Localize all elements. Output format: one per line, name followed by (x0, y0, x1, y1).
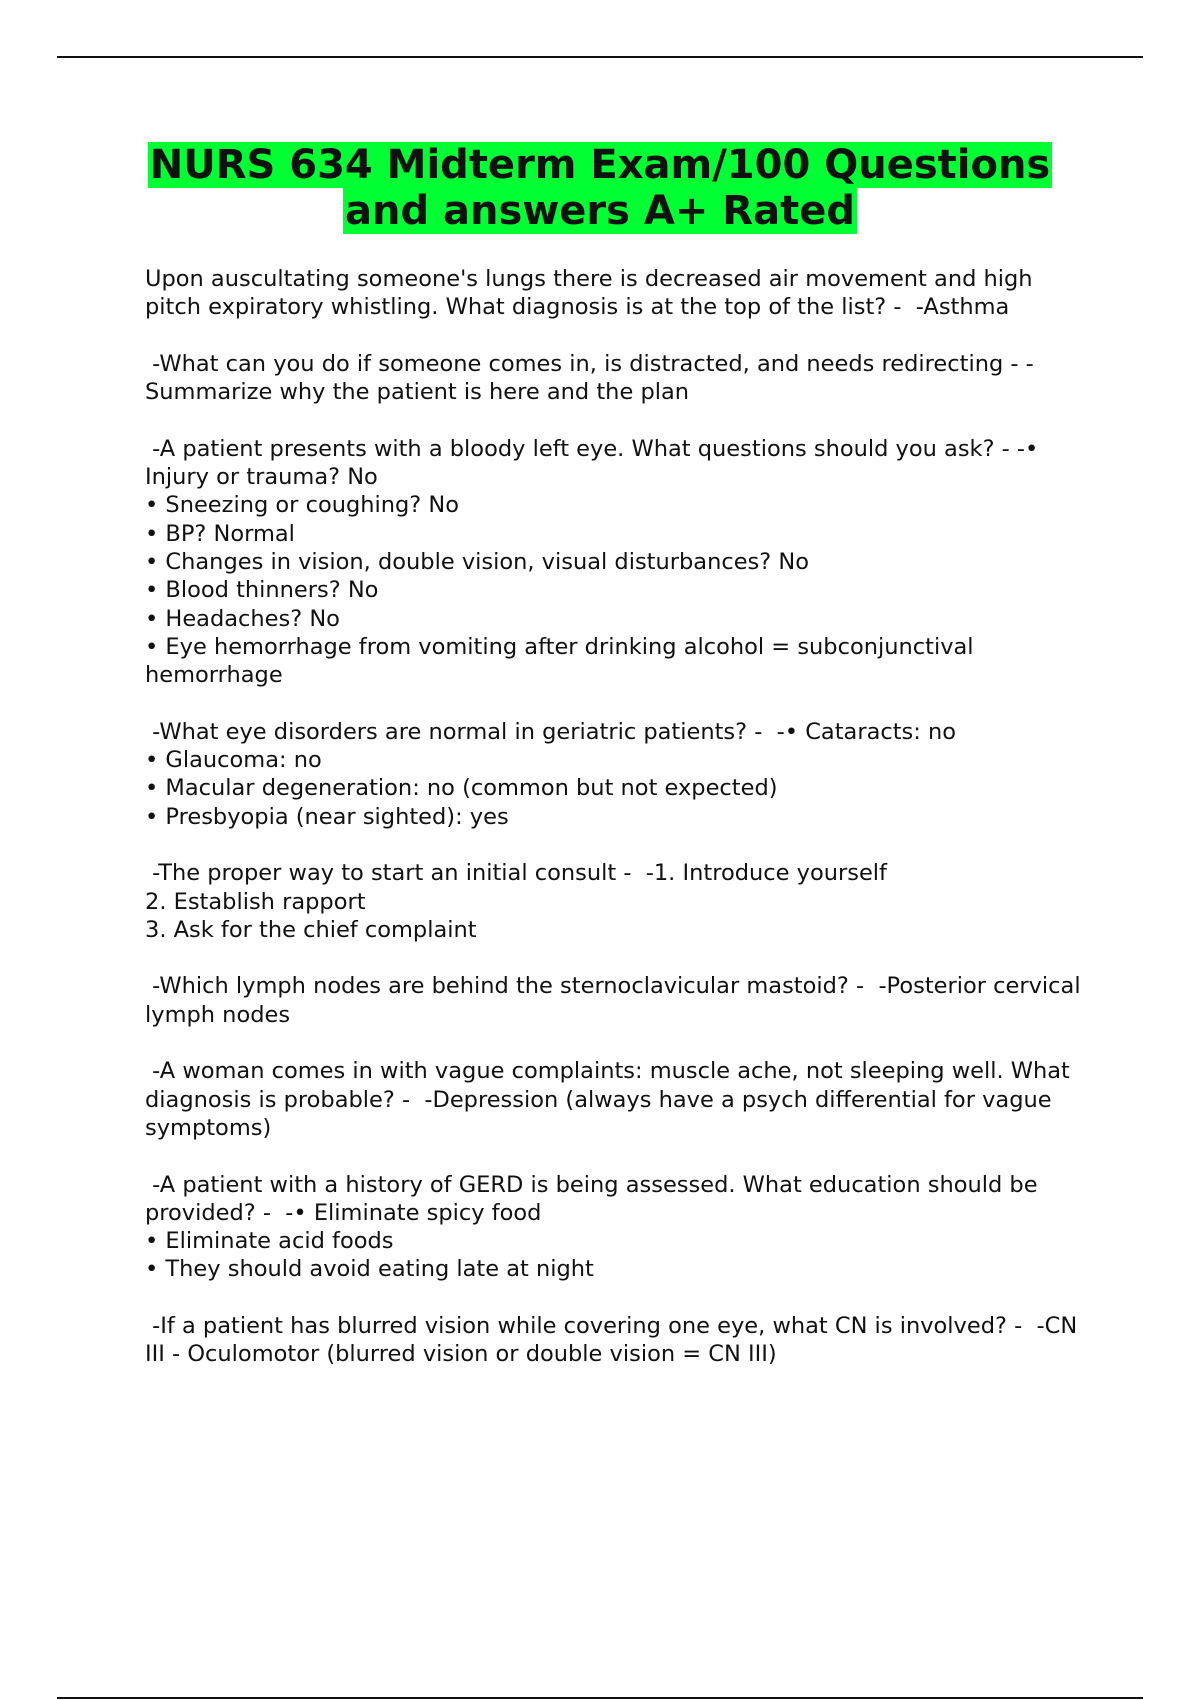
qa-list (145, 265, 1090, 1397)
bottom-rule (57, 1697, 1143, 1699)
title-line-2: and answers A+ Rated (345, 188, 855, 234)
qa-entry: -What eye disorders are normal in geriatric patients? - -• Cataracts: no • Glaucoma: no • Macular degeneration: no (common but not expected) • Presbyopia (near sighted): yes (145, 718, 957, 830)
top-rule (57, 56, 1143, 58)
qa-entry: -What can you do if someone comes in, is distracted, and needs redirecting - -Summarize why the patient is here and the plan (145, 350, 1034, 406)
document-title (100, 142, 1100, 234)
qa-entry: -A woman comes in with vague complaints: muscle ache, not sleeping well. What diagnosis is probable? - -Depression (always have a psych differential for vague symptoms) (145, 1058, 1078, 1141)
qa-entry: Upon auscultating someone's lungs there is decreased air movement and high pitch expiratory whistling. What diagnosis is at the top of the list? - -Asthma (145, 266, 1040, 321)
qa-entry: -A patient with a history of GERD is being assessed. What education should be provided? - -• Eliminate spicy food • Eliminate acid foods • They should avoid eating late at night (145, 1171, 1038, 1283)
qa-entry: -The proper way to start an initial consult - -1. Introduce yourself 2. Establish rapport 3. Ask for the chief complaint (145, 860, 887, 943)
qa-entry: -If a patient has blurred vision while covering one eye, what CN is involved? - -CN III - Oculomotor (blurred vision or double vision = CN III) (145, 1312, 1085, 1368)
qa-entry: -A patient presents with a bloody left eye. What questions should you ask? - -• Injury or trauma? No • Sneezing or coughing? No • BP? Normal • Changes in vision, double vision, visual disturbances? No • Blood thinners? No • Headaches? No • Eye hemorrhage from vomiting after drinking alcohol = subconjunctival hemorrhage (145, 435, 1039, 689)
title-line-1: NURS 634 Midterm Exam/100 Questions (149, 142, 1051, 188)
qa-entry: -Which lymph nodes are behind the sternoclavicular mastoid? - -Posterior cervical lymph nodes (145, 973, 1088, 1028)
